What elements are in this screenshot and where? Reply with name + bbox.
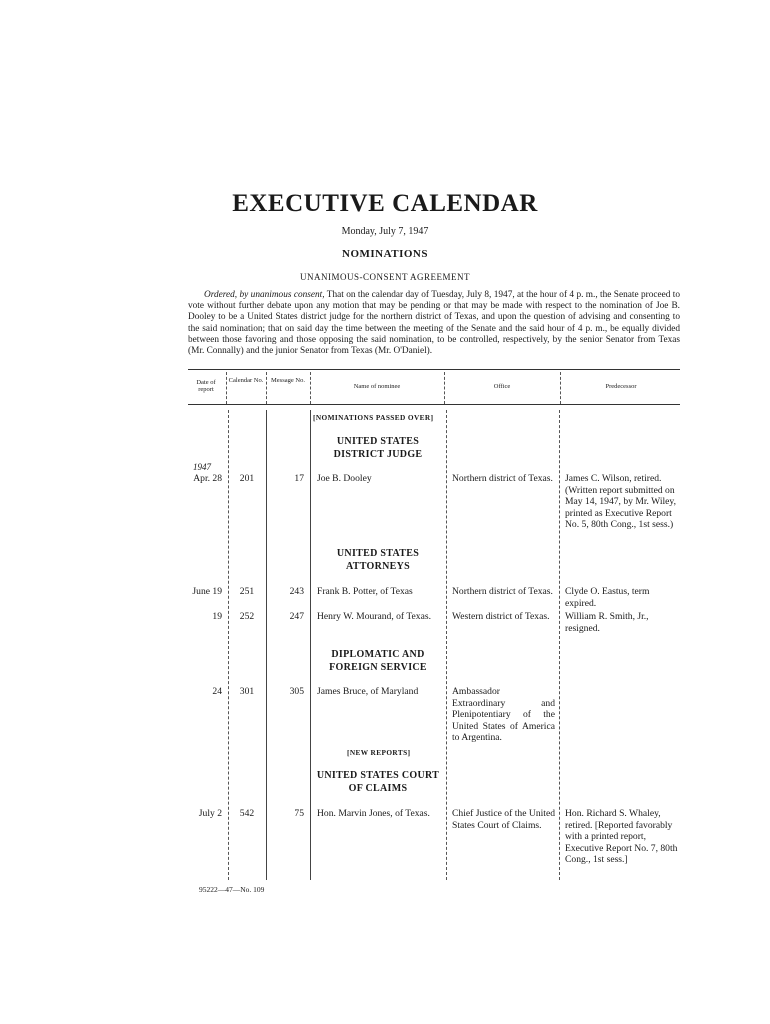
report-date: Apr. 28	[193, 473, 222, 484]
nominee-office: Chief Justice of the United States Court of Claims.	[452, 808, 555, 831]
nominee-predecessor: William R. Smith, Jr., resigned.	[565, 611, 649, 634]
column-header-message: Message No.	[271, 377, 305, 384]
column-divider	[559, 410, 560, 880]
column-divider	[226, 372, 227, 404]
message-number: 75	[294, 808, 304, 819]
table-top-rule	[188, 369, 680, 370]
report-date: 19	[212, 611, 222, 622]
new-reports-heading: [NEW REPORTS]	[347, 748, 411, 757]
column-header-date: Date of report	[196, 379, 216, 393]
passed-over-heading: [NOMINATIONS PASSED OVER]	[313, 413, 434, 422]
column-divider	[266, 410, 267, 880]
column-divider	[560, 372, 561, 404]
column-header-predecessor: Predecessor	[605, 383, 637, 390]
section-heading: NOMINATIONS	[342, 248, 428, 260]
column-divider	[444, 372, 445, 404]
message-number: 17	[294, 473, 304, 484]
column-divider	[228, 410, 229, 880]
column-divider	[310, 410, 311, 880]
report-date: July 2	[198, 808, 222, 819]
column-divider	[446, 410, 447, 880]
page-title: EXECUTIVE CALENDAR	[232, 190, 538, 217]
section-us-attorneys: UNITED STATES ATTORNEYS	[336, 548, 420, 572]
nominee-name: Joe B. Dooley	[317, 473, 372, 484]
nominee-name: James Bruce, of Maryland	[317, 686, 419, 697]
nominee-predecessor: Hon. Richard S. Whaley, retired. [Reported favorably with a printed report, Executive Report No. 7, 80th Cong., 1st sess.]	[565, 808, 678, 866]
table-header-rule	[188, 404, 680, 405]
section-court-of-claims: UNITED STATES COURT OF CLAIMS	[316, 770, 440, 794]
nominee-predecessor: Clyde O. Eastus, term expired.	[565, 586, 650, 609]
message-number: 247	[289, 611, 304, 622]
print-footer: 95222—47—No. 109	[199, 885, 265, 894]
message-number: 305	[289, 686, 304, 697]
nominee-name: Frank B. Potter, of Texas	[317, 586, 413, 597]
column-header-calendar: Calendar No.	[228, 377, 264, 384]
order-text: That on the calendar day of Tuesday, July 8, 1947, at the hour of 4 p. m., the Senate proceed to vote without further debate upon any motion that may be pending or that may be made with respect to the nomination of Joe B. Dooley to be a United States district judge for the northern district of Texas, and upon the question of advising and consenting to the said nomination; that on said day the time between the meeting of the Senate and the said hour of 4 p. m., be equally divided between those favoring and those opposing the said nomination, to be controlled, respectively, by the senior Senator from Texas (Mr. Connally) and the junior Senator from Texas (Mr. O'Daniel).	[188, 290, 680, 357]
column-header-name: Name of nominee	[353, 383, 401, 390]
order-lead: Ordered, by unanimous consent,	[204, 290, 325, 300]
calendar-date: Monday, July 7, 1947	[341, 226, 429, 237]
subsection-heading: UNANIMOUS-CONSENT AGREEMENT	[299, 272, 471, 282]
section-district-judge: UNITED STATES DISTRICT JUDGE	[333, 436, 423, 460]
nominee-office: Northern district of Texas.	[452, 473, 553, 484]
unanimous-consent-order	[188, 290, 680, 357]
nominee-office: Ambassador Extraordinary and Plenipotentiary of the United States of America to Argentina.	[452, 686, 555, 744]
nominee-predecessor: James C. Wilson, retired. (Written report submitted on May 14, 1947, by Mr. Wiley, printed as Executive Report No. 5, 80th Cong., 1st sess.)	[565, 473, 677, 531]
nominee-office: Western district of Texas.	[452, 611, 550, 622]
section-diplomatic-service: DIPLOMATIC AND FOREIGN SERVICE	[329, 649, 427, 673]
nominee-name: Henry W. Mourand, of Texas.	[317, 611, 431, 622]
report-date: 24	[212, 686, 222, 697]
nominee-office: Northern district of Texas.	[452, 586, 553, 597]
calendar-number: 201	[239, 473, 255, 484]
column-divider	[266, 372, 267, 404]
nominee-name: Hon. Marvin Jones, of Texas.	[317, 808, 430, 819]
message-number: 243	[289, 586, 304, 597]
calendar-number: 252	[239, 611, 255, 622]
calendar-number: 251	[239, 586, 255, 597]
report-date: June 19	[192, 586, 222, 597]
calendar-number: 301	[239, 686, 255, 697]
column-header-office: Office	[493, 383, 511, 390]
calendar-number: 542	[239, 808, 255, 819]
column-divider	[310, 372, 311, 404]
report-year: 1947	[193, 462, 211, 472]
